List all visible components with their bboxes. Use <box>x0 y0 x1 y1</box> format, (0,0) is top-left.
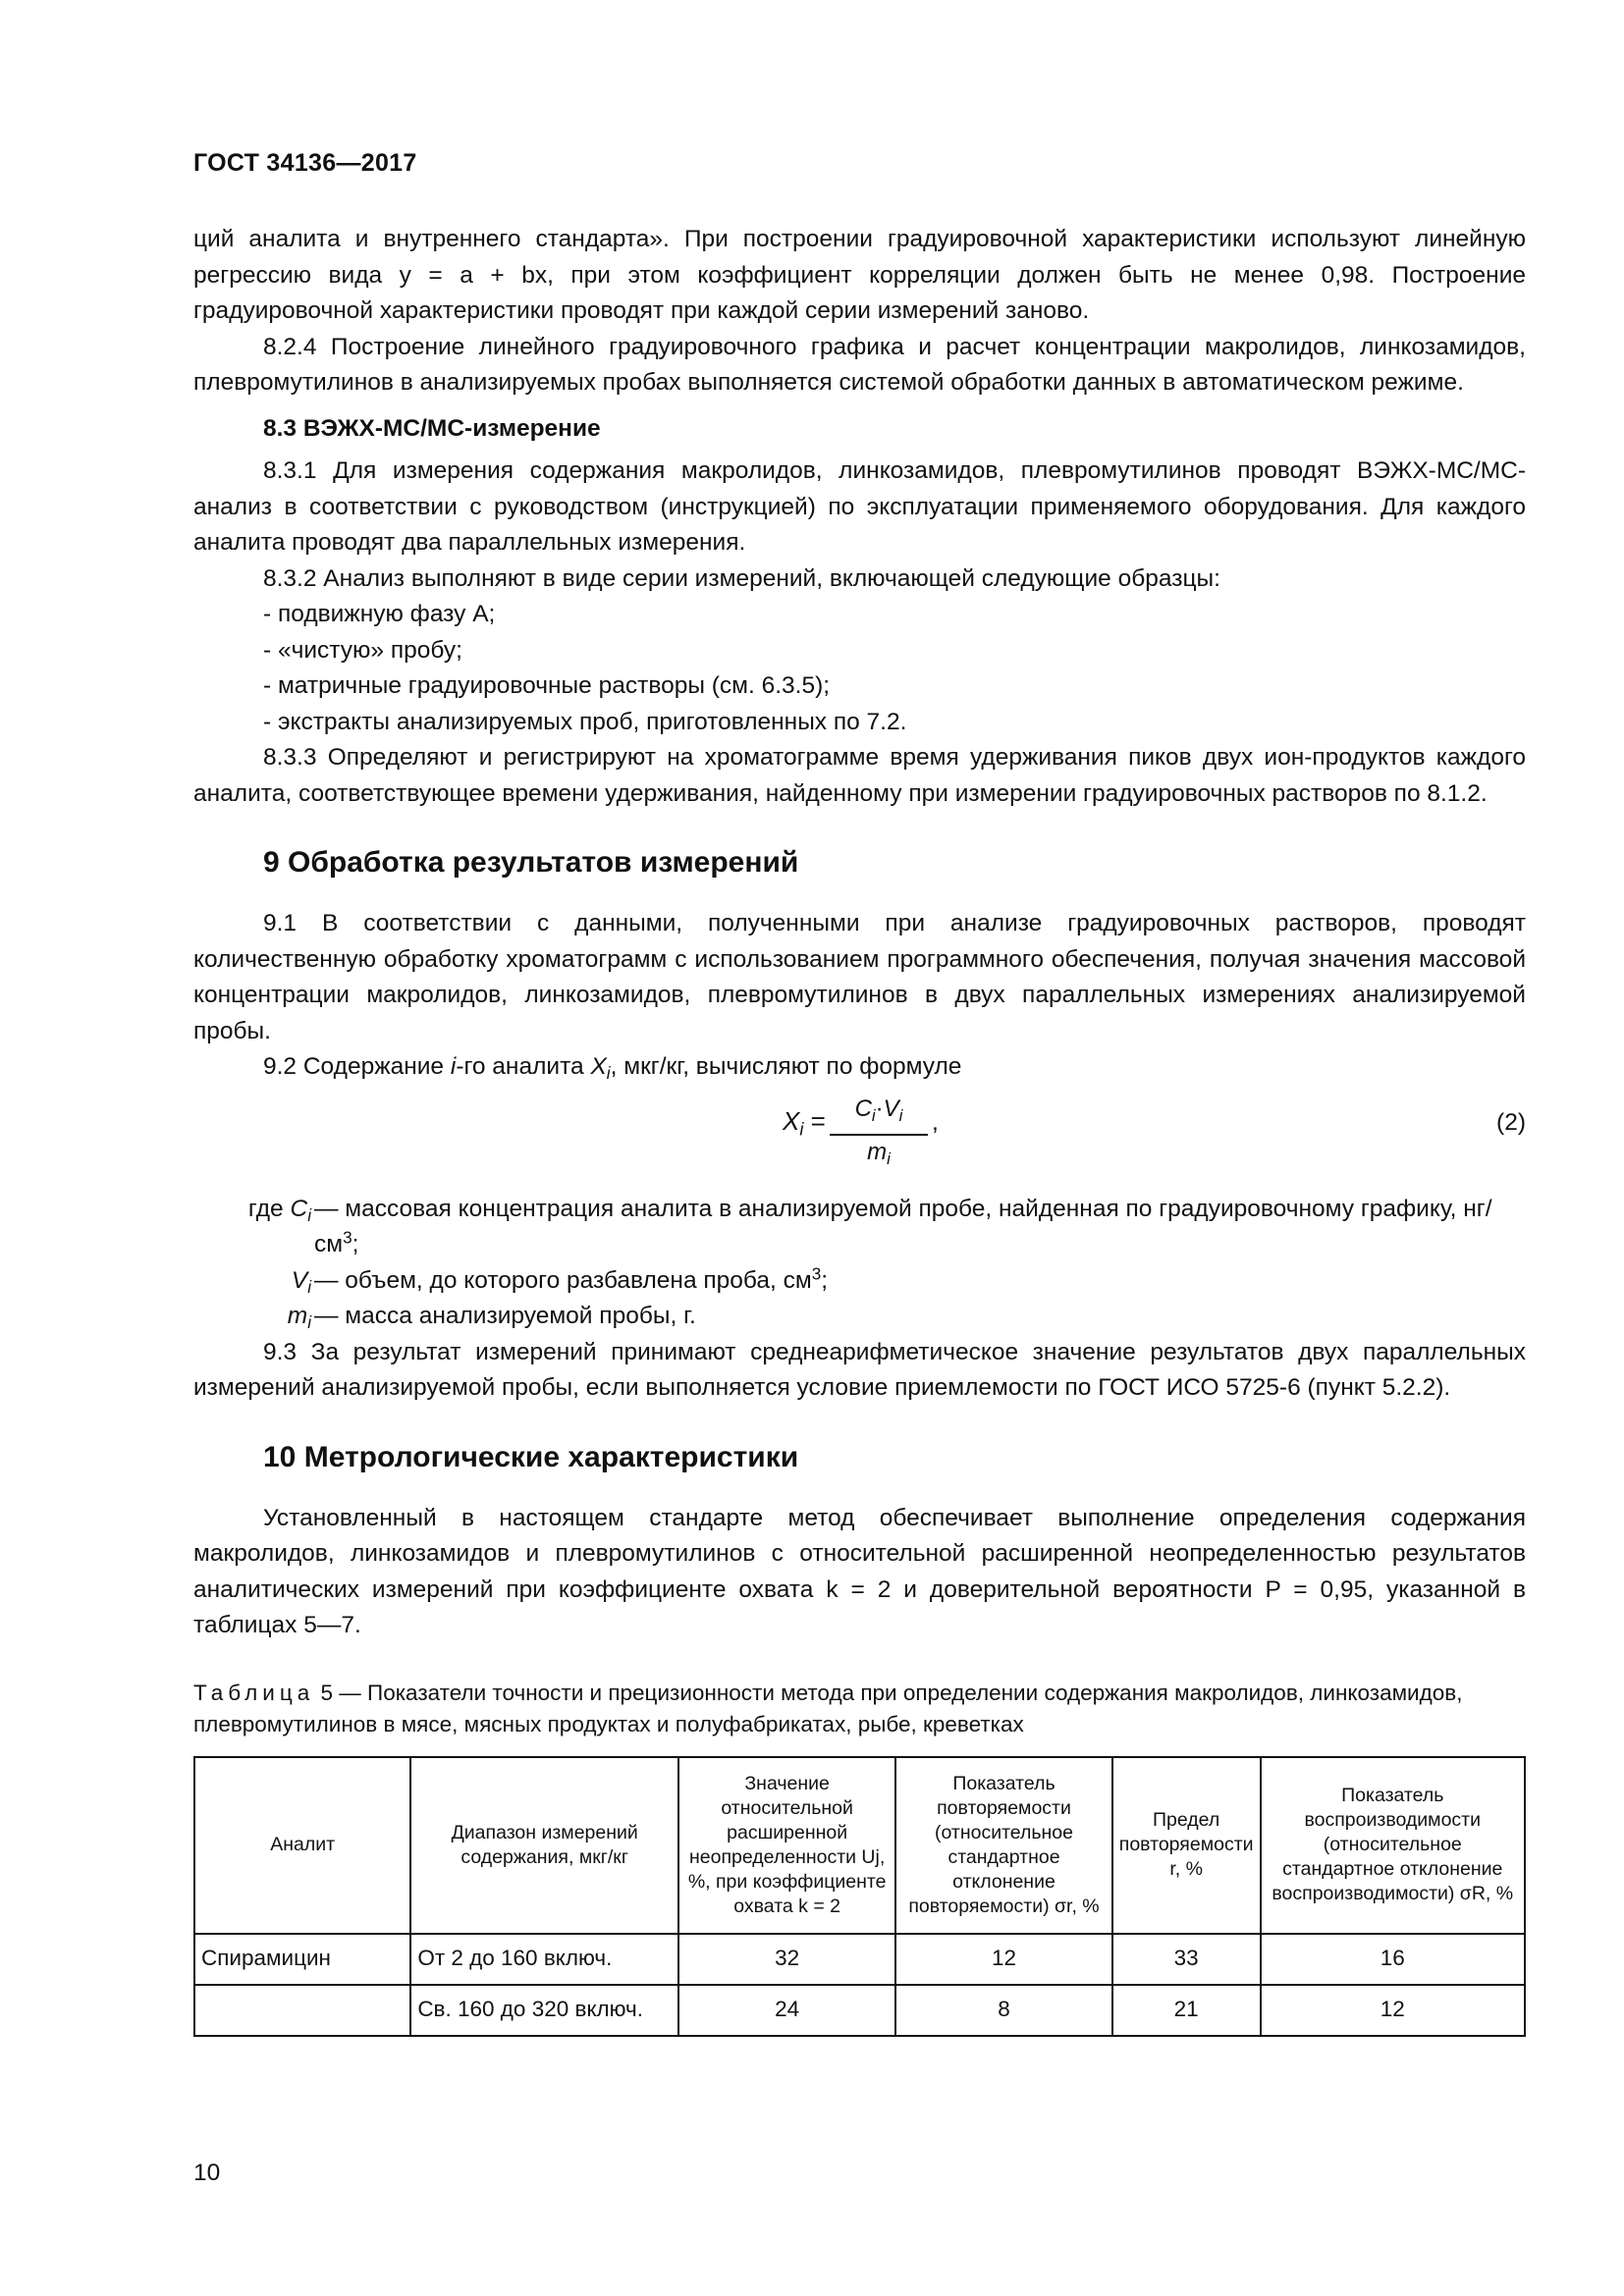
paragraph: 8.3.2 Анализ выполняют в виде серии измерений, включающей следующие образцы: <box>263 564 1220 592</box>
cell-analyte: Спирамицин <box>194 1934 410 1985</box>
definition-v: $V_i$ — объем, до которого разбавлена проба, $см^3$; <box>291 1263 829 1297</box>
header-reproducibility: Показатель воспроизводимости (относительное стандартное отклонение воспроизводимости) σR, % <box>1261 1757 1525 1934</box>
header-uncertainty: Значение относительной расширенной неопределенности Uj, %, при коэффициенте охвата k = 2 <box>678 1757 895 1934</box>
header-range: Диапазон измерений содержания, мкг/кг <box>410 1757 678 1934</box>
text-run: -го аналита <box>456 1053 591 1080</box>
definition-text: — объем, до которого разбавлена проба, см <box>314 1266 812 1294</box>
paragraph: ций аналита и внутреннего стандарта». При построении градуировочной характеристики используют линейную регрессию вида y = a + bx, при этом коэффициент корреляции должен быть не менее 0,98. Построение градуировочной характеристики проводят при каждой серии измерений заново. <box>193 226 1526 324</box>
header-repeatability: Показатель повторяемости (относительное стандартное отклонение повторяемости) σr, % <box>895 1757 1112 1934</box>
paragraph: 8.3.1 Для измерения содержания макролидов, линкозамидов, плевромутилинов проводят ВЭЖХ-МС/МС-анализ в соответствии с руководством (инструкцией) по эксплуатации применяемого оборудования. Для каждого аналита проводят два параллельных измерения. <box>193 457 1526 556</box>
paragraph: 9.3 За результат измерений принимают среднеарифметическое значение результатов двух параллельных измерений анализируемой пробы, если выполняется условие приемлемости по ГОСТ ИСО 5725-6 (пункт 5.2.2). <box>193 1338 1526 1402</box>
document-header: ГОСТ 34136—2017 <box>193 149 417 177</box>
definition-text: — масса анализируемой пробы, г. <box>314 1303 696 1330</box>
formula-numerator: $C_i\cdot V_i$ <box>830 1094 928 1136</box>
cell-range: Св. 160 до 320 включ. <box>410 1985 678 2036</box>
section-heading-10: 10 Метрологические характеристики <box>263 1440 799 1473</box>
text-run: X <box>590 1053 607 1080</box>
caption-text: — Показатели точности и прецизионности метода при определении содержания макролидов, линкозамидов, плевромутилинов в мясе, мясных продуктах и полуфабрикатах, рыбе, креветках <box>193 1680 1463 1736</box>
caption-number: 5 <box>320 1680 334 1705</box>
header-repeatability-limit: Предел повторяемости r, % <box>1112 1757 1261 1934</box>
table-row <box>194 1934 1525 1985</box>
formula-2 <box>193 1094 1526 1182</box>
formula-number: (2) <box>1496 1108 1526 1136</box>
list-item: - подвижную фазу А; <box>263 601 496 627</box>
table-header-row <box>194 1757 1525 1934</box>
paragraph-9-2 <box>193 1049 1526 1092</box>
cell-repeatability-limit: 33 <box>1112 1934 1261 1985</box>
paragraph: Установленный в настоящем стандарте метод обеспечивает выполнение определения содержания макролидов, линкозамидов и плевромутилинов с относительной расширенной неопределенностью результатов аналитических измерений при коэффициенте охвата k = 2 и доверительной вероятности P = 0,95, указанной в таблицах 5—7. <box>193 1504 1526 1639</box>
text-run: i <box>450 1053 457 1080</box>
cell-reproducibility: 16 <box>1261 1934 1525 1985</box>
section-heading-8-3: 8.3 ВЭЖХ-МС/МС-измерение <box>263 414 601 442</box>
formula-lhs: $X_i$ = <box>783 1105 826 1140</box>
where-label: где <box>247 1195 284 1222</box>
definition-text: — массовая концентрация аналита в анализируемой пробе, найденная по градуировочному графику, нг/см <box>314 1195 1492 1258</box>
table-caption <box>193 1678 1526 1740</box>
cell-analyte <box>194 1985 410 2036</box>
definitions <box>193 1192 1526 1335</box>
precision-table <box>193 1756 1526 2037</box>
section-heading-9: 9 Обработка результатов измерений <box>263 846 799 879</box>
cell-uncertainty: 24 <box>678 1985 895 2036</box>
list-item: - матричные градуировочные растворы (см. 6.3.5); <box>263 672 831 699</box>
list-item: - экстракты анализируемых проб, приготовленных по 7.2. <box>263 708 907 735</box>
formula-fraction <box>830 1094 928 1176</box>
cell-repeatability-limit: 21 <box>1112 1985 1261 2036</box>
definition-m: $m_i$ — масса анализируемой пробы, г. <box>287 1303 696 1333</box>
definition-c: где $C_i$ — массовая концентрация аналита в анализируемой пробе, найденная по градуировочному графику, $нг/см^3$; <box>247 1195 1492 1258</box>
list-item: - «чистую» пробу; <box>263 636 462 664</box>
paragraph: 9.1 В соответствии с данными, полученными при анализе градуировочных растворов, проводят количественную обработку хроматограмм с использованием программного обеспечения, получая значения массовой концентрации макролидов, линкозамидов, плевромутилинов в двух параллельных измерениях анализируемой пробы. <box>193 910 1526 1044</box>
page-number: 10 <box>193 2160 221 2186</box>
cell-uncertainty: 32 <box>678 1934 895 1985</box>
caption-label: Таблица <box>193 1680 315 1705</box>
cell-range: От 2 до 160 включ. <box>410 1934 678 1985</box>
paragraph: 8.3.3 Определяют и регистрируют на хроматограмме время удерживания пиков двух ион-продуктов каждого аналита, соответствующее времени удерживания, найденному при измерении градуировочных растворов по 8.1.2. <box>193 744 1526 807</box>
cell-repeatability: 8 <box>895 1985 1112 2036</box>
text-run: , мкг/кг, вычисляют по формуле <box>610 1053 962 1080</box>
header-analyte: Аналит <box>194 1757 410 1934</box>
formula-denominator: $m_i$ <box>867 1138 891 1168</box>
subscript: i <box>606 1063 611 1084</box>
table-row <box>194 1985 1525 2036</box>
text-run: 9.2 Содержание <box>263 1053 451 1080</box>
paragraph: 8.2.4 Построение линейного градуировочного графика и расчет концентрации макролидов, линкозамидов, плевромутилинов в анализируемых пробах выполняется системой обработки данных в автоматическом режиме. <box>193 333 1526 396</box>
document-body <box>193 222 1526 2037</box>
formula-comma: , <box>932 1108 939 1136</box>
cell-reproducibility: 12 <box>1261 1985 1525 2036</box>
cell-repeatability: 12 <box>895 1934 1112 1985</box>
